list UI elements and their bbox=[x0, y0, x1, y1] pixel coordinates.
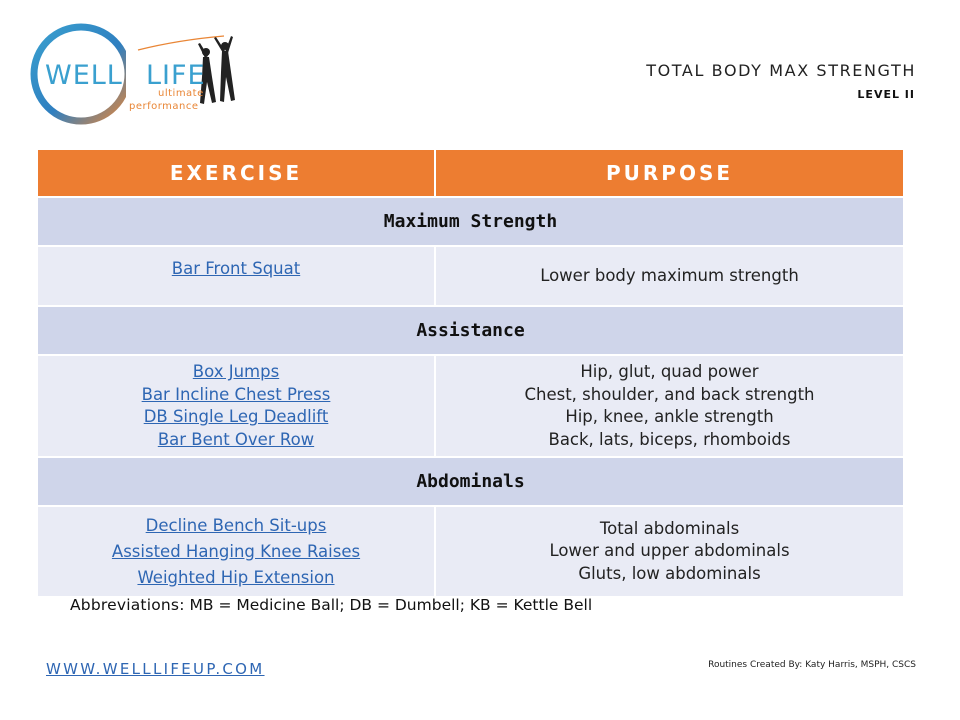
level-label: LEVEL II bbox=[857, 88, 915, 101]
purpose-text: Total abdominals bbox=[599, 518, 740, 538]
logo-word-well: WELL bbox=[45, 60, 123, 91]
page-title: TOTAL BODY MAX STRENGTH bbox=[646, 61, 916, 80]
exercise-link[interactable]: DB Single Leg Deadlift bbox=[143, 407, 329, 426]
abbreviations-note bbox=[70, 596, 592, 614]
purpose-text: Lower body maximum strength bbox=[540, 265, 799, 285]
exercise-link[interactable]: Weighted Hip Extension bbox=[137, 567, 335, 587]
routine-table bbox=[36, 148, 905, 598]
website-link[interactable]: WWW.WELLLIFEUP.COM bbox=[46, 660, 265, 678]
section-title-maximum-strength: Maximum Strength bbox=[37, 197, 904, 246]
table-row bbox=[37, 246, 904, 306]
purpose-cell bbox=[435, 246, 904, 306]
purpose-cell bbox=[435, 355, 904, 457]
purpose-text: Hip, knee, ankle strength bbox=[565, 407, 774, 426]
exercise-link[interactable]: Bar Front Squat bbox=[171, 259, 301, 278]
exercise-cell bbox=[37, 506, 435, 597]
purpose-text: Lower and upper abdominals bbox=[549, 541, 790, 561]
purpose-cell bbox=[435, 506, 904, 597]
purpose-text: Hip, glut, quad power bbox=[580, 362, 759, 381]
logo-tagline-2: performance bbox=[129, 101, 199, 112]
exercise-cell bbox=[37, 246, 435, 306]
abbreviations-label: Abbreviations: bbox=[70, 596, 185, 614]
logo-tagline-1: ultimate bbox=[158, 88, 204, 99]
exercise-link[interactable]: Decline Bench Sit-ups bbox=[145, 515, 327, 535]
exercise-link[interactable]: Bar Bent Over Row bbox=[157, 429, 315, 449]
table-row bbox=[37, 355, 904, 457]
column-header-exercise: EXERCISE bbox=[37, 149, 435, 197]
purpose-text: Gluts, low abdominals bbox=[578, 563, 761, 583]
purpose-text: Back, lats, biceps, rhomboids bbox=[548, 429, 791, 449]
exercise-link[interactable]: Bar Incline Chest Press bbox=[141, 384, 331, 404]
abbreviations-text: MB = Medicine Ball; DB = Dumbell; KB = Kettle Bell bbox=[184, 596, 593, 614]
welllife-logo bbox=[28, 22, 268, 132]
section-row bbox=[37, 306, 904, 355]
logo-word-life: LIFE bbox=[146, 60, 206, 91]
table-row bbox=[37, 506, 904, 597]
credit-text: Routines Created By: Katy Harris, MSPH, CSCS bbox=[708, 660, 916, 670]
purpose-text: Chest, shoulder, and back strength bbox=[524, 384, 815, 404]
section-title-abdominals: Abdominals bbox=[37, 457, 904, 506]
section-row bbox=[37, 457, 904, 506]
column-header-purpose: PURPOSE bbox=[435, 149, 904, 197]
exercise-link[interactable]: Box Jumps bbox=[192, 362, 280, 381]
exercise-link[interactable]: Assisted Hanging Knee Raises bbox=[111, 541, 361, 561]
section-row bbox=[37, 197, 904, 246]
section-title-assistance: Assistance bbox=[37, 306, 904, 355]
table-header-row bbox=[37, 149, 904, 197]
exercise-cell bbox=[37, 355, 435, 457]
